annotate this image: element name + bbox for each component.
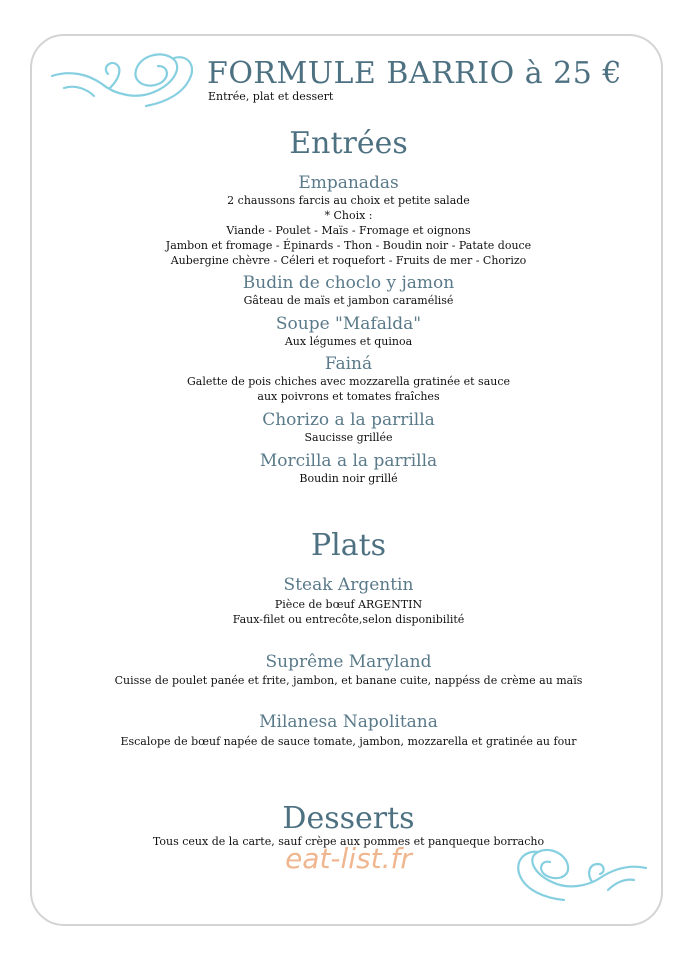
item-description: Gâteau de maïs et jambon caramélisé (243, 294, 454, 307)
section-heading-entrees: Entrées (289, 126, 408, 161)
section-heading-desserts: Desserts (282, 801, 415, 836)
item-description: Viande - Poulet - Maïs - Fromage et oignons (226, 224, 471, 237)
item-name-soupe: Soupe "Mafalda" (275, 314, 422, 334)
item-name-morcilla: Morcilla a la parrilla (259, 451, 438, 471)
section-heading-plats: Plats (310, 528, 387, 563)
item-description: Galette de pois chiches avec mozzarella gratinée et sauce (186, 375, 511, 388)
item-description: 2 chaussons farcis au choix et petite salade (227, 194, 470, 207)
desserts-description: Tous ceux de la carte, sauf crèpe aux pommes et panqueque borracho (152, 835, 545, 848)
formula-subtitle: Entrée, plat et dessert (208, 90, 334, 103)
formula-title: FORMULE BARRIO à 25 € (207, 56, 622, 91)
item-name-budin: Budin de choclo y jamon (242, 273, 455, 293)
item-name-steak: Steak Argentin (283, 575, 414, 595)
item-description: Jambon et fromage - Épinards - Thon - Boudin noir - Patate douce (165, 239, 532, 252)
item-description: Boudin noir grillé (299, 472, 398, 485)
item-description: Pièce de bœuf ARGENTIN (274, 598, 423, 611)
item-description: Escalope de bœuf napée de sauce tomate, jambon, mozzarella et gratinée au four (120, 735, 577, 748)
item-name-milanesa: Milanesa Napolitana (259, 712, 438, 732)
watermark-text: eat-list.fr (285, 842, 412, 875)
swirl-ornament-icon (508, 842, 648, 906)
item-name-empanadas: Empanadas (298, 173, 399, 193)
item-description: Aux légumes et quinoa (284, 335, 413, 348)
swirl-ornament-icon (50, 48, 200, 116)
item-description: Faux-filet ou entrecôte,selon disponibilité (232, 613, 465, 626)
item-description: Cuisse de poulet panée et frite, jambon, et banane cuite, nappéss de crème au maïs (114, 674, 583, 687)
item-name-faina: Fainá (324, 354, 373, 374)
item-description: * Choix : (324, 209, 373, 222)
item-name-chorizo: Chorizo a la parrilla (262, 410, 435, 430)
item-name-supreme: Suprême Maryland (265, 652, 432, 672)
item-description: Saucisse grillée (304, 431, 393, 444)
item-description: aux poivrons et tomates fraîches (257, 390, 440, 403)
item-description: Aubergine chèvre - Céleri et roquefort - Fruits de mer - Chorizo (170, 254, 527, 267)
